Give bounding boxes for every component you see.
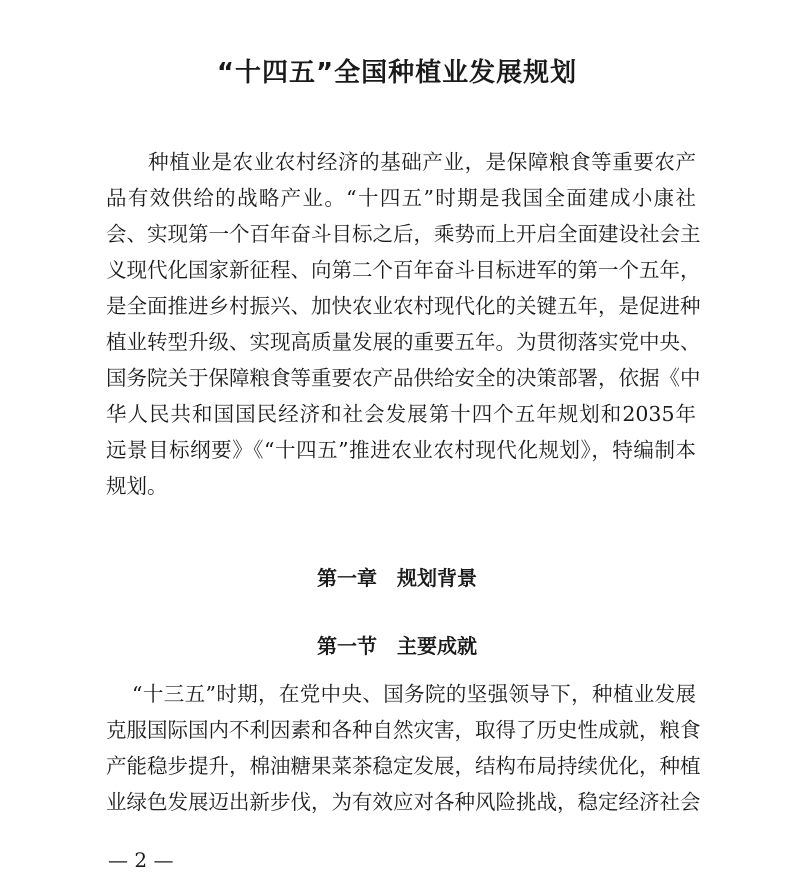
intro-line: 种植业是农业农村经济的基础产业，是保障粮食等重要农产 <box>106 150 696 174</box>
intro-line: 品有效供给的战略产业。“十四五”时期是我国全面建成小康社 <box>106 186 696 210</box>
intro-line: 国务院关于保障粮食等重要农产品供给安全的决策部署，依据《中 <box>106 366 701 390</box>
intro-line: 华人民共和国国民经济和社会发展第十四个五年规划和2035年 <box>106 402 696 426</box>
intro-line: 植业转型升级、实现高质量发展的重要五年。为贯彻落实党中央、 <box>106 330 701 354</box>
intro-line: 是全面推进乡村振兴、加快农业农村现代化的关键五年，是促进种 <box>106 294 701 318</box>
intro-line: 义现代化国家新征程、向第二个百年奋斗目标进军的第一个五年， <box>106 258 701 282</box>
intro-line: 远景目标纲要》《“十四五”推进农业农村现代化规划》，特编制本 <box>106 438 696 462</box>
section-line: 产能稳步提升，棉油糖果菜茶稳定发展，结构布局持续优化，种植 <box>106 754 701 778</box>
section-line: 克服国际国内不利因素和各种自然灾害，取得了历史性成就，粮食 <box>106 718 701 742</box>
section-line: “十三五”时期，在党中央、国务院的坚强领导下，种植业发展 <box>132 682 696 706</box>
intro-line: 会、实现第一个百年奋斗目标之后，乘势而上开启全面建设社会主 <box>106 222 701 246</box>
section-heading: 第一节 主要成就 <box>317 634 477 658</box>
chapter-heading: 第一章 规划背景 <box>317 566 477 590</box>
page-number: — 2 — <box>108 848 174 872</box>
intro-line: 规划。 <box>106 474 168 498</box>
document-title: “十四五”全国种植业发展规划 <box>216 58 578 88</box>
section-line: 业绿色发展迈出新步伐，为有效应对各种风险挑战，稳定经济社会 <box>106 790 701 814</box>
